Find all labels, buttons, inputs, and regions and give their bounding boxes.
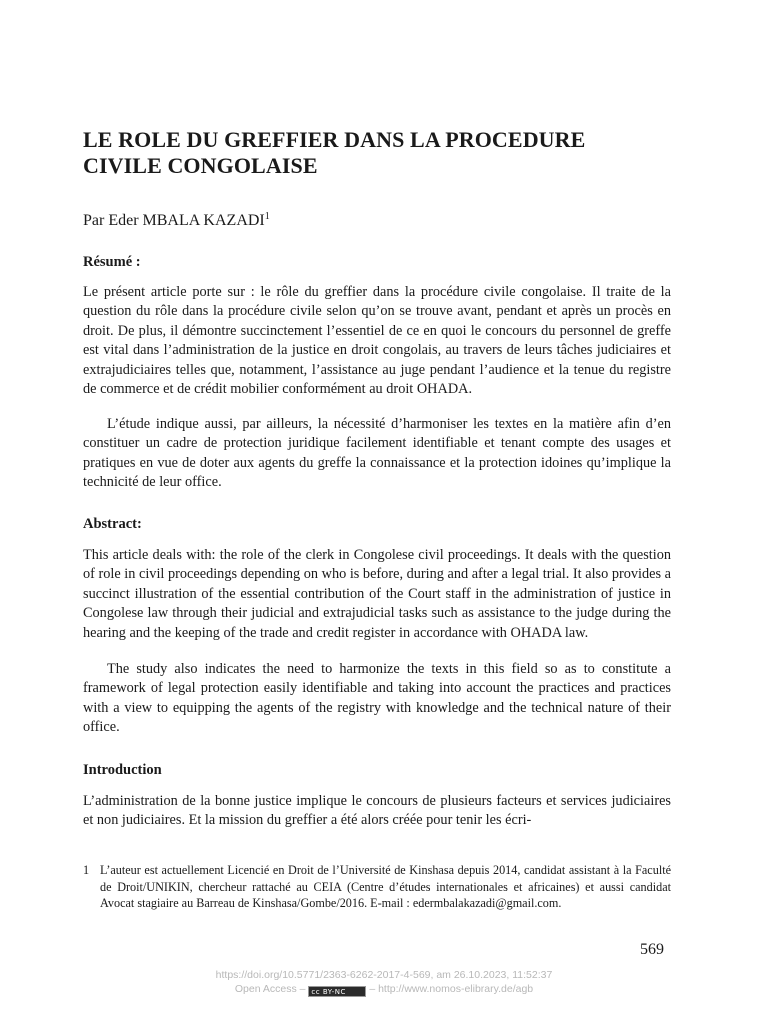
open-access-stamp <box>0 982 768 997</box>
abstract-heading: Abstract: <box>83 516 142 532</box>
footnote-text: L’auteur est actuellement Licencié en Droit de l’Université de Kinshasa depuis 2014, candidat assistant à la Faculté de Droit/UNIKIN, chercheur rattaché au CEIA (Centre d’études internationales et africaines) et aussi candidat Avocat stagiaire au Barreau de Kinshasa/Gombe/2016. E-mail : edermbalakazadi@gmail.com. <box>100 863 671 910</box>
footnote <box>83 862 671 912</box>
resume-heading: Résumé : <box>83 254 141 270</box>
author-line <box>83 207 270 231</box>
cc-license-icon: cc BY-NC <box>308 986 366 997</box>
footnote-number: 1 <box>83 863 90 877</box>
introduction-heading: Introduction <box>83 762 162 778</box>
author-name: Par Eder MBALA KAZADI <box>83 212 265 229</box>
introduction-paragraph-1: L’administration de la bonne justice implique le concours de plusieurs facteurs et services judiciaires et non judiciaires. Et la mission du greffier a été alors créée pour tenir les écri- <box>83 793 671 829</box>
resume-paragraph-2: L’étude indique aussi, par ailleurs, la nécessité d’harmoniser les textes en la matière afin d’en constituer un cadre de protection juridique facilement identifiable et tenant compte des usages et pratiques en vue de doter aux agents du greffe la connaissance et la protection idoines qu’implique la technicité de leur office. <box>83 416 671 491</box>
abstract-paragraph-2: The study also indicates the need to harmonize the texts in this field so as to constitute a framework of legal protection easily identifiable and taking into account the practices and practices with a view to equipping the agents of the registry with knowledge and the technical nature of their office. <box>83 661 671 736</box>
license-url[interactable]: – http://www.nomos-elibrary.de/agb <box>366 983 534 995</box>
doi-stamp[interactable]: https://doi.org/10.5771/2363-6262-2017-4-569, am 26.10.2023, 11:52:37 <box>215 969 553 981</box>
title-line-1: LE ROLE DU GREFFIER DANS LA PROCEDURE <box>83 127 586 152</box>
page-number: 569 <box>640 941 664 958</box>
article-title <box>83 127 683 179</box>
abstract-paragraph-1: This article deals with: the role of the clerk in Congolese civil proceedings. It deals with the question of role in civil proceedings depending on who is before, during and after a legal trial. It also provides a succinct illustration of the essential contribution of the Court staff in the administration of justice in Congolese law through their judicial and extrajudicial tasks such as assistance to the judge during the hearing and the keeping of the trade and credit register in accordance with OHADA law. <box>83 547 671 641</box>
open-access-label: Open Access – <box>234 983 309 995</box>
footnote-marker[interactable]: 1 <box>264 211 270 222</box>
resume-paragraph-1: Le présent article porte sur : le rôle du greffier dans la procédure civile congolaise. Il traite de la question du rôle dans la procédure civile selon qu’on se trouve avant, pendant et après un procès en droit. De plus, il démontre succinctement l’essentiel de ce en quoi le concours du personnel de greffe est vital dans l’administration de la justice en droit congolais, au travers de leurs tâches judiciaires et extrajudiciaires telles que, notamment, l’assistance au juge pendant l’audience et la tenue du registre de commerce et de crédit mobilier conformément au droit OHADA. <box>83 284 671 398</box>
title-line-2: CIVILE CONGOLAISE <box>83 153 318 178</box>
